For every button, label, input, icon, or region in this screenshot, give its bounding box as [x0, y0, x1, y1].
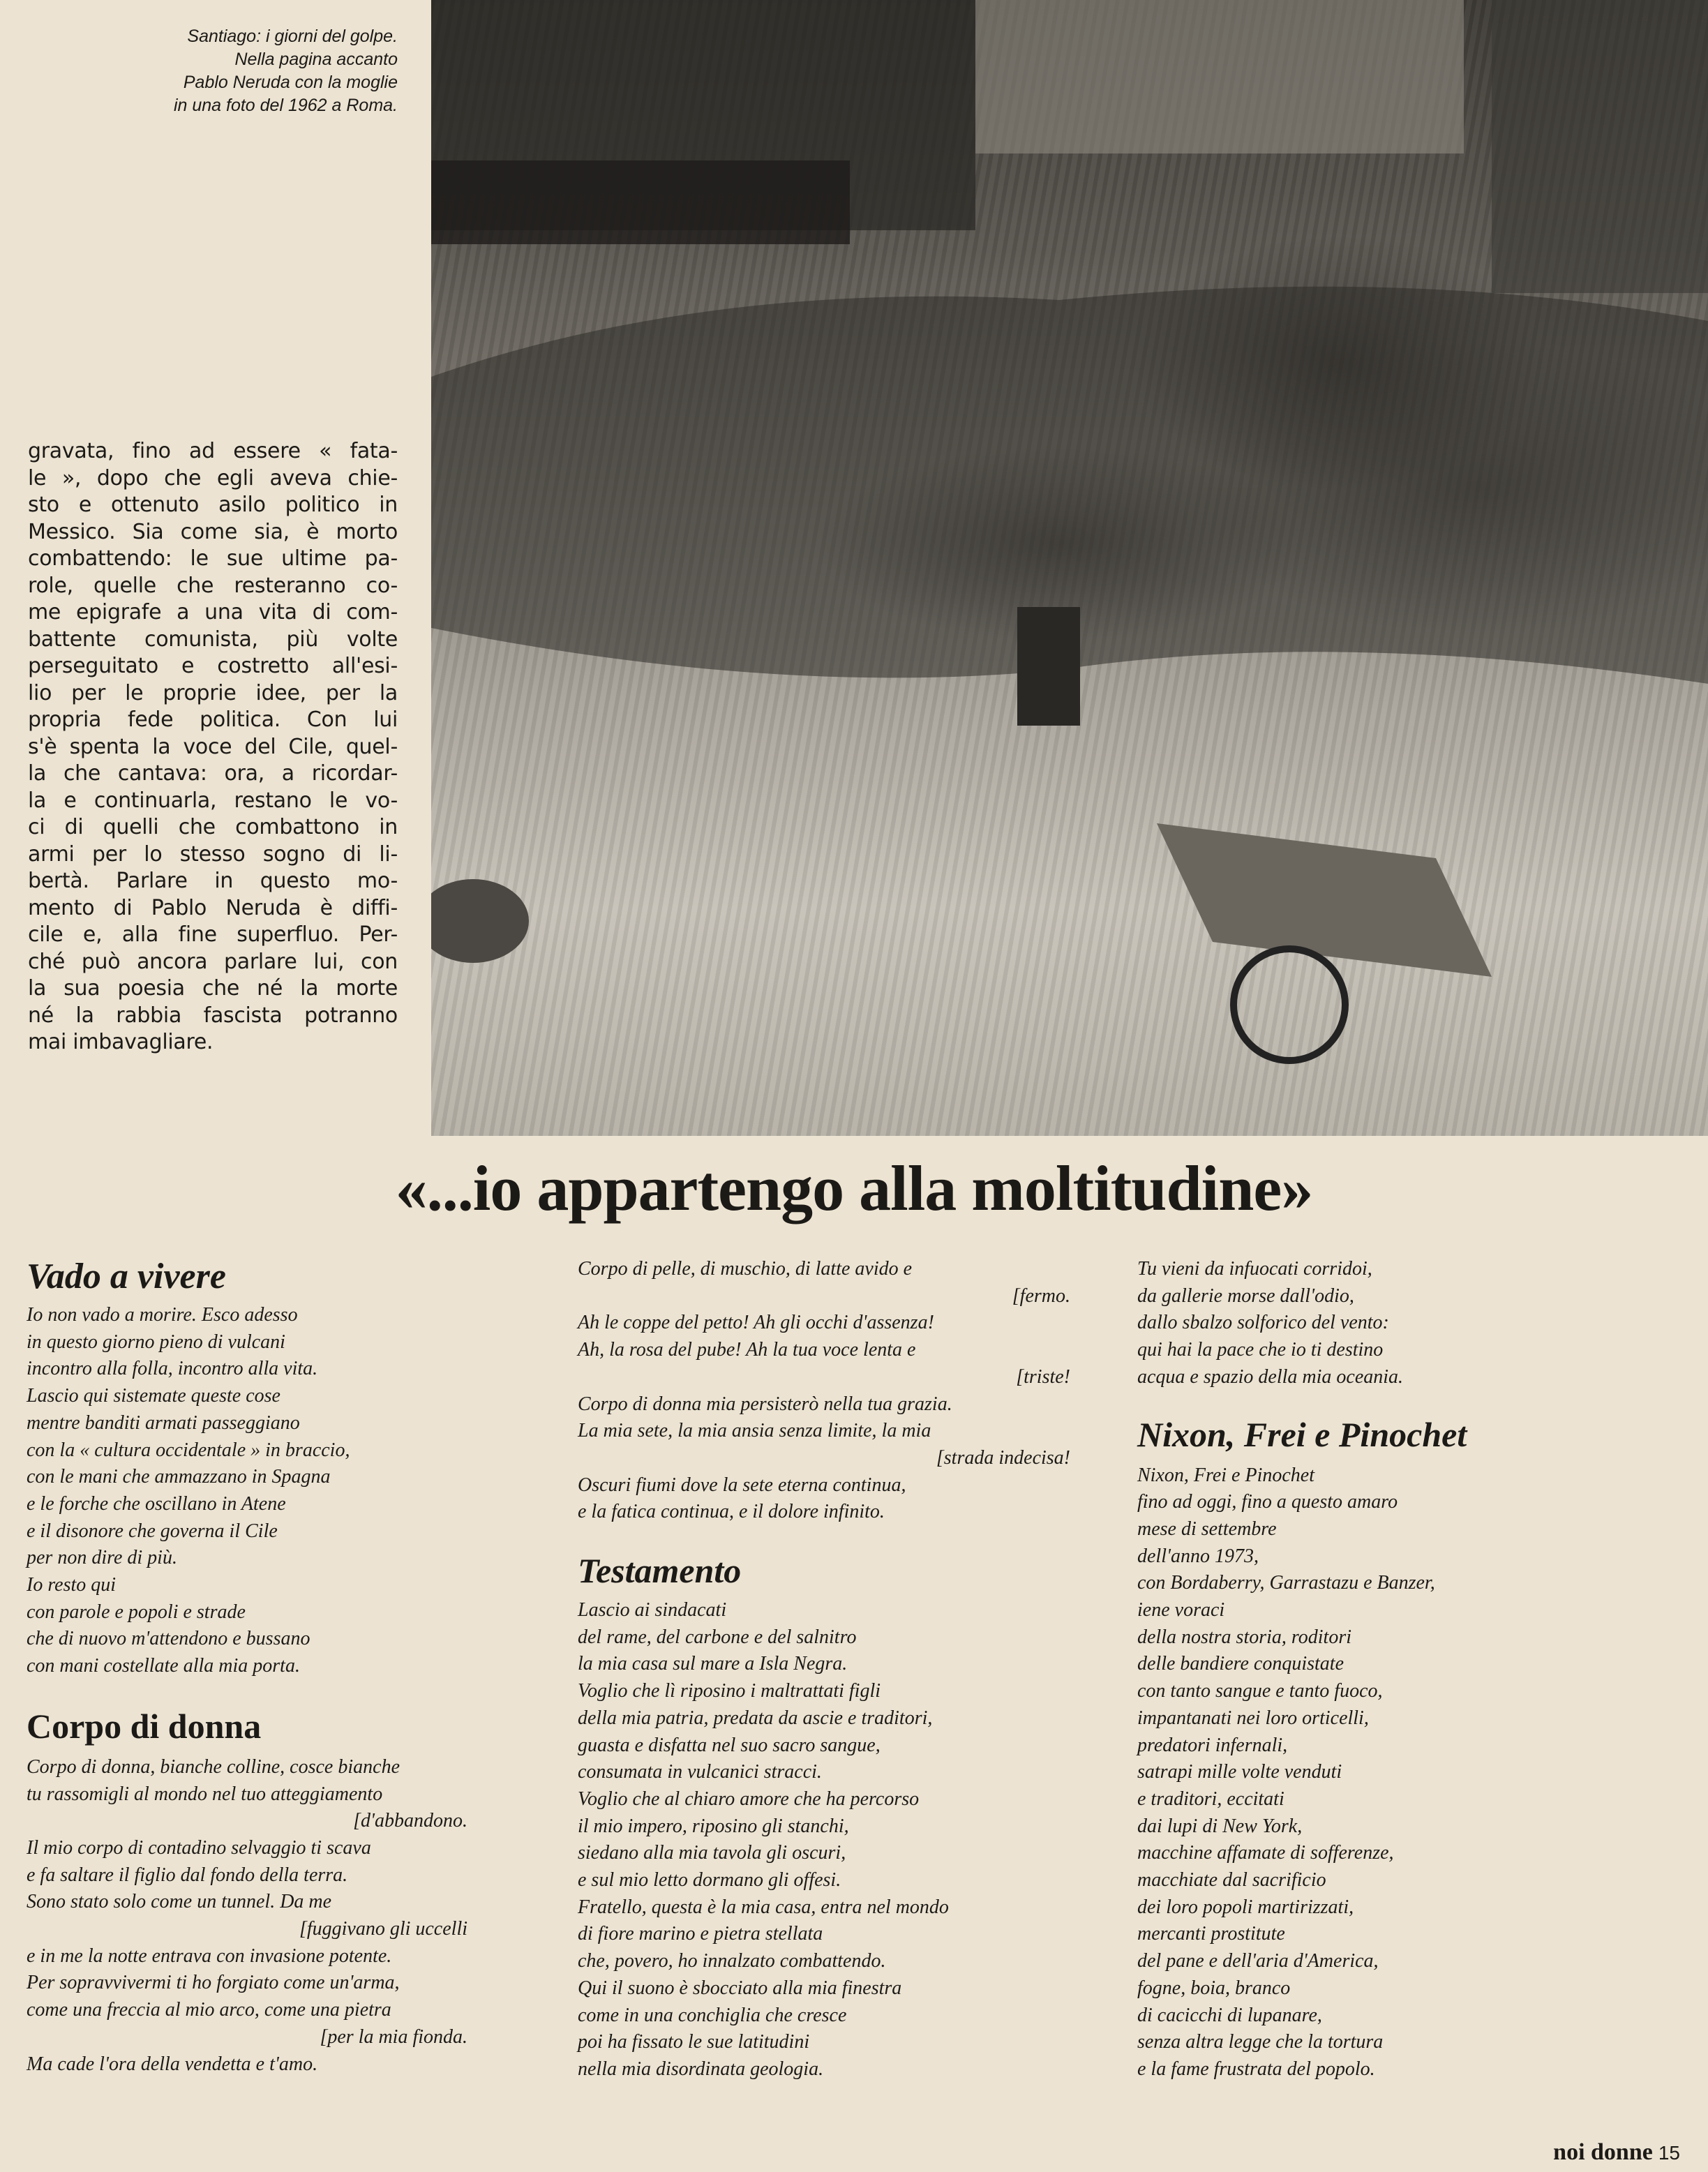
article-line: ché può ancora parlare lui, con [28, 949, 398, 974]
verse-line: come una freccia al mio arco, come una pietra [27, 1999, 391, 2021]
verse-line: iene voraci [1137, 1599, 1225, 1621]
verse-line: come in una conchiglia che cresce [578, 2004, 847, 2026]
verse-line: con mani costellate alla mia porta. [27, 1655, 300, 1677]
verse-line: Lascio qui sistemate queste cose [27, 1385, 280, 1407]
verse-line: di cacicchi di lupanare, [1137, 2004, 1322, 2026]
caption-line: Nella pagina accanto [234, 50, 398, 69]
article-line: né la rabbia fascista potranno [28, 1003, 398, 1028]
verse-line: mercanti prostitute [1137, 1923, 1285, 1945]
poem-column-1 [27, 1256, 515, 2078]
article-line: sto e ottenuto asilo politico in [28, 493, 398, 517]
verse-line: che di nuovo m'attendono e bussano [27, 1628, 310, 1650]
article-line: perseguitato e costretto all'esi- [28, 654, 398, 678]
verse-line: fino ad oggi, fino a questo amaro [1137, 1491, 1398, 1513]
poem-column-3 [1137, 1256, 1681, 2083]
verse-line: poi ha fissato le sue latitudini [578, 2031, 810, 2053]
verse-line: tu rassomigli al mondo nel tuo atteggiamento [27, 1783, 383, 1805]
verse-line: Voglio che al chiaro amore che ha percorso [578, 1788, 920, 1810]
verse-line: Corpo di donna mia persisterò nella tua grazia. [578, 1393, 952, 1415]
verse-line: e la fame frustrata del popolo. [1137, 2058, 1375, 2080]
article-line: bertà. Parlare in questo mo- [28, 869, 398, 893]
verse-line: Sono stato solo come un tunnel. Da me [27, 1891, 332, 1913]
verse-line: predatori infernali, [1137, 1734, 1288, 1756]
verse-line: e fa saltare il figlio dal fondo della terra. [27, 1864, 348, 1886]
poem-title-vado-a-vivere: Vado a vivere [27, 1257, 226, 1296]
verse-line: impantanati nei loro orticelli, [1137, 1707, 1369, 1729]
verse-line: delle bandiere conquistate [1137, 1653, 1344, 1675]
verse-line: della mia patria, predata da ascie e traditori, [578, 1707, 933, 1729]
poem-vado-a-vivere [27, 1302, 515, 1680]
verse-line: [fuggivano gli uccelli [299, 1918, 467, 1940]
photo-caption [105, 25, 398, 117]
verse-line: dallo sbalzo solforico del vento: [1137, 1312, 1389, 1334]
verse-line: e la fatica continua, e il dolore infinito. [578, 1501, 885, 1523]
verse-line: di fiore marino e pietra stellata [578, 1923, 823, 1945]
verse-line: Corpo di donna, bianche colline, cosce bianche [27, 1755, 400, 1778]
article-line: cile e, alla fine superfluo. Per- [28, 922, 398, 947]
magazine-logo: noi donne [1553, 2139, 1653, 2165]
article-line: role, quelle che resteranno co- [28, 573, 398, 598]
verse-line: del pane e dell'aria d'America, [1137, 1950, 1379, 1972]
verse-line: in questo giorno pieno di vulcani [27, 1331, 285, 1353]
verse-line: con Bordaberry, Garrastazu e Banzer, [1137, 1572, 1435, 1594]
article-line: mai imbavagliare. [28, 1030, 214, 1054]
verse-line: [triste! [1016, 1365, 1070, 1388]
verse-line: il mio impero, riposino gli stanchi, [578, 1815, 849, 1837]
verse-line: mentre banditi armati passeggiano [27, 1411, 300, 1434]
verse-line: per non dire di più. [27, 1547, 177, 1569]
verse-line: [d'abbandono. [353, 1810, 467, 1832]
verse-line: fogne, boia, branco [1137, 1977, 1291, 1999]
poem-corpo-di-donna [27, 1754, 467, 2078]
verse-line: e il disonore che governa il Cile [27, 1520, 278, 1542]
verse-line: satrapi mille volte venduti [1137, 1761, 1342, 1783]
verse-line: dell'anno 1973, [1137, 1545, 1259, 1567]
verse-line: Nixon, Frei e Pinochet [1137, 1464, 1314, 1486]
article-line: gravata, fino ad essere « fata- [28, 439, 398, 463]
article-line: combattendo: le sue ultime pa- [28, 546, 398, 571]
poem-title-nixon: Nixon, Frei e Pinochet [1137, 1414, 1467, 1454]
verse-line: consumata in vulcanici stracci. [578, 1761, 822, 1783]
poem-nixon-frei-pinochet [1137, 1462, 1681, 2083]
article-line: la e continuarla, restano le vo- [28, 788, 398, 813]
photo-illustration [431, 0, 1708, 1136]
verse-line: con le mani che ammazzano in Spagna [27, 1466, 331, 1488]
verse-line: Io non vado a morire. Esco adesso [27, 1304, 298, 1326]
verse-line: Corpo di pelle, di muschio, di latte avido e [578, 1258, 913, 1280]
verse-line: che, povero, ho innalzato combattendo. [578, 1950, 886, 1972]
caption-line: in una foto del 1962 a Roma. [173, 96, 398, 115]
caption-line: Santiago: i giorni del golpe. [187, 27, 398, 46]
article-line: Messico. Sia come sia, è morto [28, 519, 398, 544]
verse-line: Ah, la rosa del pube! Ah la tua voce lenta e [578, 1339, 916, 1361]
poem-column-2 [578, 1256, 1070, 2083]
article-line: le », dopo che egli aveva chie- [28, 465, 398, 490]
verse-line: con la « cultura occidentale » in braccio, [27, 1439, 350, 1461]
verse-line: e sul mio letto dormano gli offesi. [578, 1869, 841, 1892]
article-line: la sua poesia che né la morte [28, 976, 398, 1001]
riot-photo [431, 0, 1708, 1136]
caption-line: Pablo Neruda con la moglie [183, 73, 398, 92]
verse-line: Ma cade l'ora della vendetta e t'amo. [27, 2053, 318, 2075]
verse-line: dei loro popoli martirizzati, [1137, 1896, 1354, 1918]
verse-line: la mia casa sul mare a Isla Negra. [578, 1653, 848, 1675]
verse-line: Lascio ai sindacati [578, 1599, 727, 1621]
poem-title-corpo-di-donna: Corpo di donna [27, 1706, 262, 1746]
verse-line: dai lupi di New York, [1137, 1815, 1303, 1837]
verse-line: senza altra legge che la tortura [1137, 2031, 1384, 2053]
verse-line: La mia sete, la mia ansia senza limite, la mia [578, 1420, 931, 1442]
verse-line: [strada indecisa! [936, 1446, 1070, 1469]
poem-testamento [578, 1597, 1070, 2083]
article-line: ci di quelli che combattono in [28, 815, 398, 839]
verse-line: macchine affamate di sofferenze, [1137, 1842, 1394, 1864]
verse-line: e le forche che oscillano in Atene [27, 1492, 286, 1515]
poem-title-testamento: Testamento [578, 1551, 742, 1591]
poem-corpo-di-donna-cont [578, 1256, 1070, 1526]
article-line: lio per le proprie idee, per la [28, 680, 398, 705]
verse-line: Tu vieni da infuocati corridoi, [1137, 1258, 1372, 1280]
page-footer [1553, 2139, 1680, 2166]
verse-line: Qui il suono è sbocciato alla mia finestra [578, 1977, 902, 1999]
verse-line: Ah le coppe del petto! Ah gli occhi d'assenza! [578, 1312, 934, 1334]
verse-line: e traditori, eccitati [1137, 1788, 1284, 1810]
verse-line: con tanto sangue e tanto fuoco, [1137, 1680, 1383, 1702]
verse-line: nella mia disordinata geologia. [578, 2058, 824, 2080]
verse-line: acqua e spazio della mia oceania. [1137, 1365, 1404, 1388]
article-line: battente comunista, più volte [28, 627, 398, 652]
verse-line: Voglio che lì riposino i maltrattati figli [578, 1680, 881, 1702]
verse-line: siedano alla mia tavola gli oscuri, [578, 1842, 846, 1864]
verse-line: Io resto qui [27, 1574, 117, 1596]
article-text [28, 438, 398, 1056]
verse-line: del rame, del carbone e del salnitro [578, 1626, 857, 1648]
verse-line: guasta e disfatta nel suo sacro sangue, [578, 1734, 881, 1756]
headline: «...io appartengo alla moltitudine» [395, 1153, 1313, 1224]
verse-line: incontro alla folla, incontro alla vita. [27, 1358, 318, 1380]
page-number: 15 [1658, 2142, 1680, 2164]
verse-line: Per sopravvivermi ti ho forgiato come un'arma, [27, 1972, 400, 1994]
verse-line: qui hai la pace che io ti destino [1137, 1339, 1384, 1361]
article-line: propria fede politica. Con lui [28, 707, 398, 732]
article-line: me epigrafe a una vita di com- [28, 600, 398, 624]
article-line: la che cantava: ora, a ricordar- [28, 761, 398, 786]
verse-line: mese di settembre [1137, 1518, 1277, 1540]
article-line: s'è spenta la voce del Cile, quel- [28, 734, 398, 759]
verse-line: con parole e popoli e strade [27, 1601, 246, 1623]
verse-line: da gallerie morse dall'odio, [1137, 1285, 1354, 1307]
verse-line: e in me la notte entrava con invasione potente. [27, 1945, 392, 1967]
poem-testamento-cont [1137, 1256, 1681, 1391]
verse-line: Fratello, questa è la mia casa, entra nel mondo [578, 1896, 949, 1918]
verse-line: [fermo. [1012, 1285, 1070, 1307]
verse-line: Oscuri fiumi dove la sete eterna continua, [578, 1474, 906, 1496]
article-line: armi per lo stesso sogno di li- [28, 841, 398, 867]
verse-line: [per la mia fionda. [320, 2025, 467, 2048]
article-line: mento di Pablo Neruda è diffi- [28, 895, 398, 920]
verse-line: macchiate dal sacrificio [1137, 1869, 1326, 1892]
verse-line: Il mio corpo di contadino selvaggio ti scava [27, 1836, 371, 1859]
verse-line: della nostra storia, roditori [1137, 1626, 1352, 1648]
